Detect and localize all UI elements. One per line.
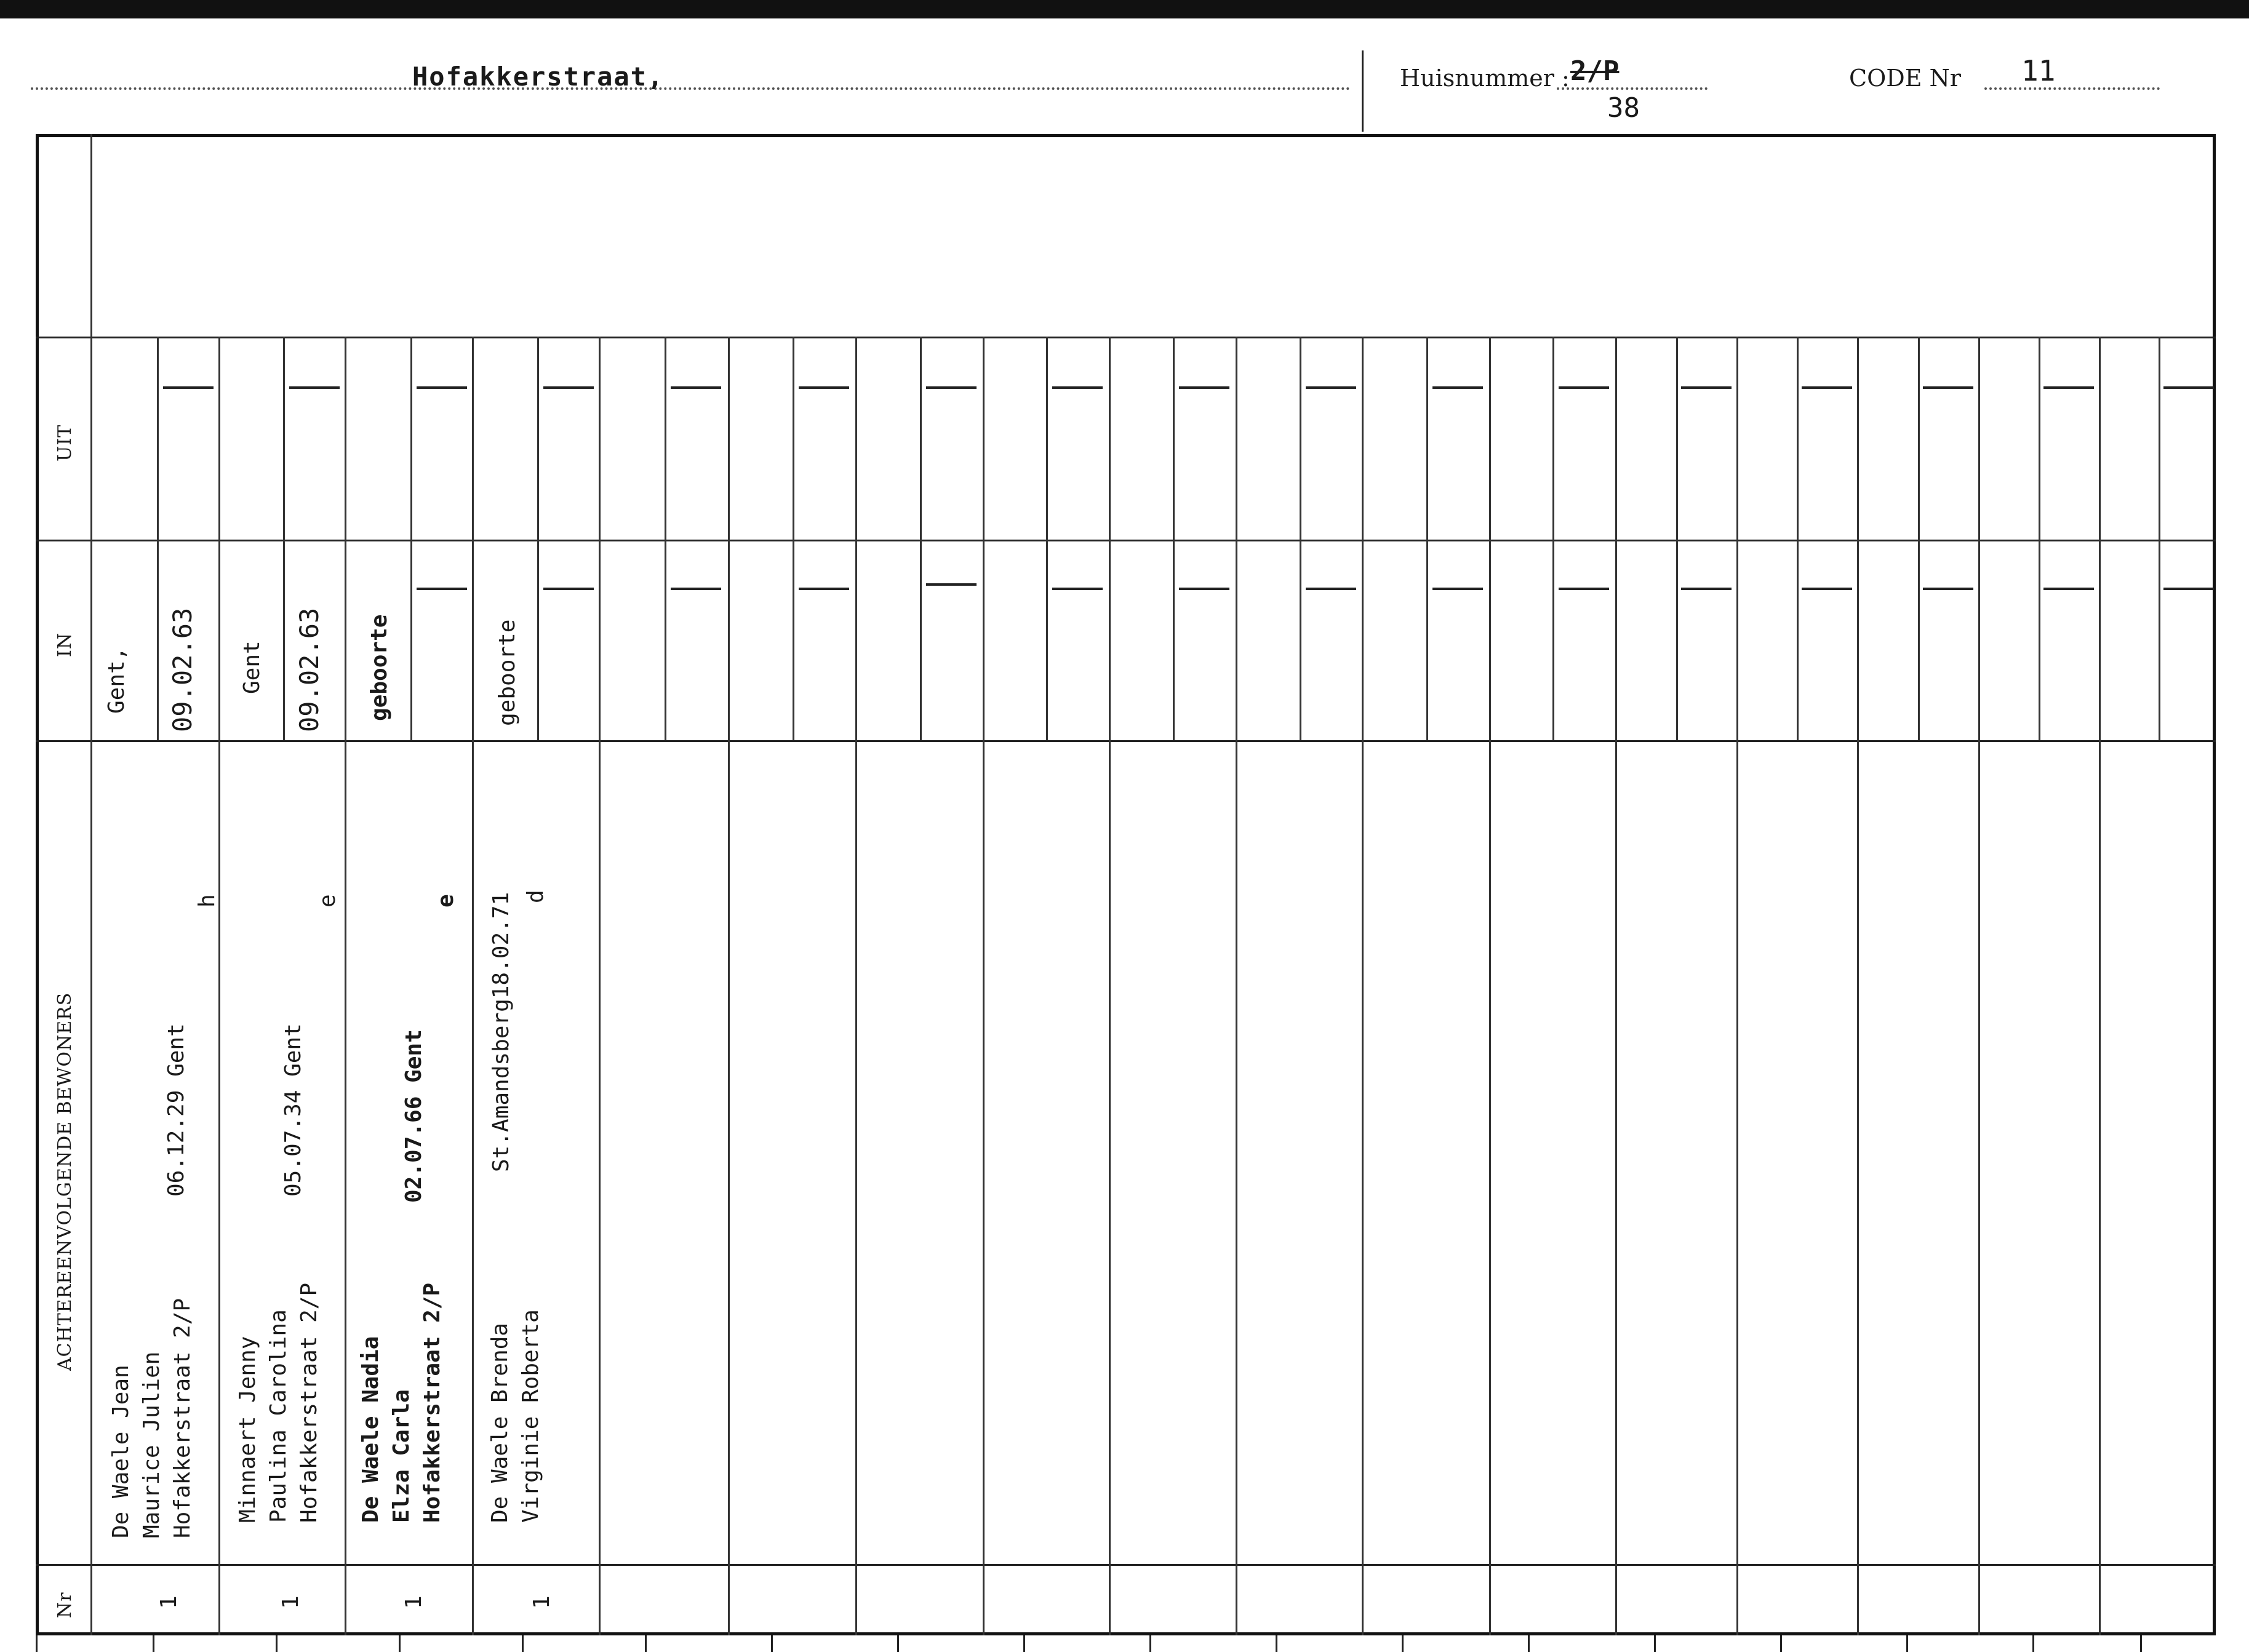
subcolumn-separator	[665, 337, 666, 740]
house-number-label: Huisnummer :	[1400, 65, 1570, 92]
bottom-tick	[522, 1635, 524, 1652]
entry-given-names: Virginie Roberta	[518, 1309, 543, 1523]
subcolumn-separator	[1797, 337, 1799, 740]
entry-in-date: 09.02.63	[167, 607, 198, 732]
bottom-tick	[771, 1635, 773, 1652]
entry-birth: St.Amandsberg18.02.71	[489, 892, 514, 1172]
placeholder-dash	[1179, 588, 1229, 590]
entry-sex: e	[433, 894, 458, 908]
placeholder-dash	[799, 588, 849, 590]
placeholder-dash	[1923, 386, 1973, 389]
code-dotted-line	[1984, 87, 2160, 90]
column-separator	[1978, 337, 1980, 1635]
subcolumn-separator	[157, 337, 159, 740]
column-separator	[1857, 337, 1859, 1635]
bottom-tick	[897, 1635, 899, 1652]
column-separator	[728, 337, 730, 1635]
divider-bewoners-nr	[36, 1564, 2216, 1566]
placeholder-dash	[1052, 588, 1103, 590]
entry-address: Hofakkerstraat 2/P	[170, 1298, 195, 1538]
entry-birth: 02.07.66 Gent	[401, 1029, 426, 1203]
entry-in-date-dash	[417, 588, 467, 590]
subcolumn-separator	[283, 337, 285, 740]
column-separator	[599, 337, 601, 1635]
column-separator	[1236, 337, 1237, 1635]
entry-in-place: Gent	[239, 640, 265, 694]
entry-given-names: Paulina Carolina	[266, 1309, 291, 1523]
placeholder-dash	[1559, 386, 1609, 389]
placeholder-dash	[1681, 588, 1732, 590]
section-label-bewoners: ACHTEREENVOLGENDE BEWONERS	[54, 992, 76, 1371]
entry-surname: De Waele Nadia	[358, 1336, 383, 1523]
subcolumn-separator	[1918, 337, 1920, 740]
placeholder-dash	[1802, 588, 1852, 590]
bottom-tick	[399, 1635, 401, 1652]
street-dotted-line	[31, 87, 1351, 90]
placeholder-dash	[1306, 588, 1356, 590]
divider-top-uit	[36, 337, 2216, 338]
bottom-tick	[1149, 1635, 1151, 1652]
column-separator	[855, 337, 857, 1635]
column-separator	[218, 337, 220, 1635]
column-separator	[1362, 337, 1364, 1635]
placeholder-dash	[2043, 386, 2094, 389]
entry-given-names: Maurice Julien	[139, 1351, 164, 1538]
entry-address: Hofakkerstraat 2/P	[297, 1282, 322, 1523]
street-name: Hofakkerstraat,	[412, 62, 665, 92]
placeholder-dash	[926, 583, 977, 586]
placeholder-dash	[1802, 386, 1852, 389]
bottom-tick	[645, 1635, 647, 1652]
subcolumn-separator	[920, 337, 922, 740]
section-label-nr: Nr	[54, 1592, 76, 1618]
placeholder-dash	[1432, 588, 1483, 590]
entry-in-date-dash	[543, 588, 594, 590]
subcolumn-separator	[1426, 337, 1428, 740]
bottom-tick	[2140, 1635, 2142, 1652]
subcolumn-separator	[1552, 337, 1554, 740]
placeholder-dash	[2043, 588, 2094, 590]
bottom-tick	[1276, 1635, 1277, 1652]
subcolumn-separator	[410, 337, 412, 740]
bottom-tick	[1906, 1635, 1908, 1652]
entry-given-names: Elza Carla	[389, 1389, 414, 1523]
entry-in-place: geboorte	[367, 614, 392, 721]
column-separator	[2099, 337, 2101, 1635]
entry-number: 1	[278, 1595, 303, 1609]
placeholder-dash	[1179, 386, 1229, 389]
code-label: CODE Nr	[1849, 65, 1961, 92]
placeholder-dash	[1306, 386, 1356, 389]
placeholder-dash	[1923, 588, 1973, 590]
placeholder-dash	[1052, 386, 1103, 389]
bottom-tick	[1654, 1635, 1656, 1652]
entry-in-place: Gent,	[104, 647, 129, 714]
column-separator	[472, 337, 474, 1635]
subcolumn-separator	[793, 337, 794, 740]
subcolumn-separator	[1300, 337, 1301, 740]
subcolumn-separator	[2039, 337, 2040, 740]
placeholder-dash	[671, 386, 721, 389]
placeholder-dash	[417, 386, 467, 389]
entry-sex: e	[315, 894, 340, 908]
entry-number: 1	[401, 1595, 426, 1609]
divider-uit-in	[36, 540, 2216, 541]
placeholder-dash	[799, 386, 849, 389]
placeholder-dash	[1432, 386, 1483, 389]
entry-sex: h	[194, 894, 220, 908]
placeholder-dash	[2163, 588, 2214, 590]
subcolumn-separator	[2159, 337, 2160, 740]
label-column-separator	[90, 134, 92, 1635]
subcolumn-separator	[1676, 337, 1678, 740]
column-separator	[983, 337, 985, 1635]
subcolumn-separator	[537, 337, 539, 740]
placeholder-dash	[289, 386, 340, 389]
subcolumn-separator	[1046, 337, 1048, 740]
bottom-tick	[153, 1635, 154, 1652]
entry-surname: De Waele Jean	[108, 1365, 134, 1538]
bottom-tick	[1402, 1635, 1404, 1652]
entry-in-place: geboorte	[495, 619, 520, 726]
subcolumn-separator	[1173, 337, 1175, 740]
bottom-tick	[36, 1635, 38, 1652]
column-separator	[1109, 337, 1111, 1635]
bottom-tick	[1528, 1635, 1530, 1652]
bottom-tick	[276, 1635, 278, 1652]
section-label-in: IN	[54, 632, 76, 657]
placeholder-dash	[543, 386, 594, 389]
divider-in-bewoners	[36, 740, 2216, 742]
column-separator	[345, 337, 346, 1635]
column-separator	[1736, 337, 1738, 1635]
placeholder-dash	[2163, 386, 2214, 389]
bottom-tick	[1780, 1635, 1782, 1652]
section-label-uit: UIT	[54, 424, 76, 461]
entry-address: Hofakkerstraat 2/P	[420, 1282, 445, 1523]
house-number-dotted-line	[1557, 87, 1708, 90]
entry-birth: 05.07.34 Gent	[281, 1023, 306, 1197]
placeholder-dash	[926, 386, 977, 389]
header-separator	[1362, 50, 1364, 132]
entry-number: 1	[156, 1595, 182, 1609]
placeholder-dash	[1559, 588, 1609, 590]
entry-in-date: 09.02.63	[294, 607, 324, 732]
entry-birth: 06.12.29 Gent	[164, 1023, 189, 1197]
placeholder-dash	[671, 588, 721, 590]
entry-surname: De Waele Brenda	[487, 1322, 513, 1523]
bottom-tick	[2032, 1635, 2034, 1652]
entry-sex: d	[523, 890, 548, 903]
placeholder-dash	[163, 386, 214, 389]
bottom-tick	[1023, 1635, 1025, 1652]
column-separator	[1489, 337, 1491, 1635]
placeholder-dash	[1681, 386, 1732, 389]
house-number-old: 2/P	[1570, 55, 1620, 87]
entry-number: 1	[529, 1595, 554, 1609]
top-edge-bar	[0, 0, 2249, 18]
code-value: 11	[2021, 54, 2056, 87]
entry-surname: Minnaert Jenny	[235, 1336, 260, 1523]
house-number-new: 38	[1607, 92, 1640, 124]
column-separator	[1615, 337, 1617, 1635]
